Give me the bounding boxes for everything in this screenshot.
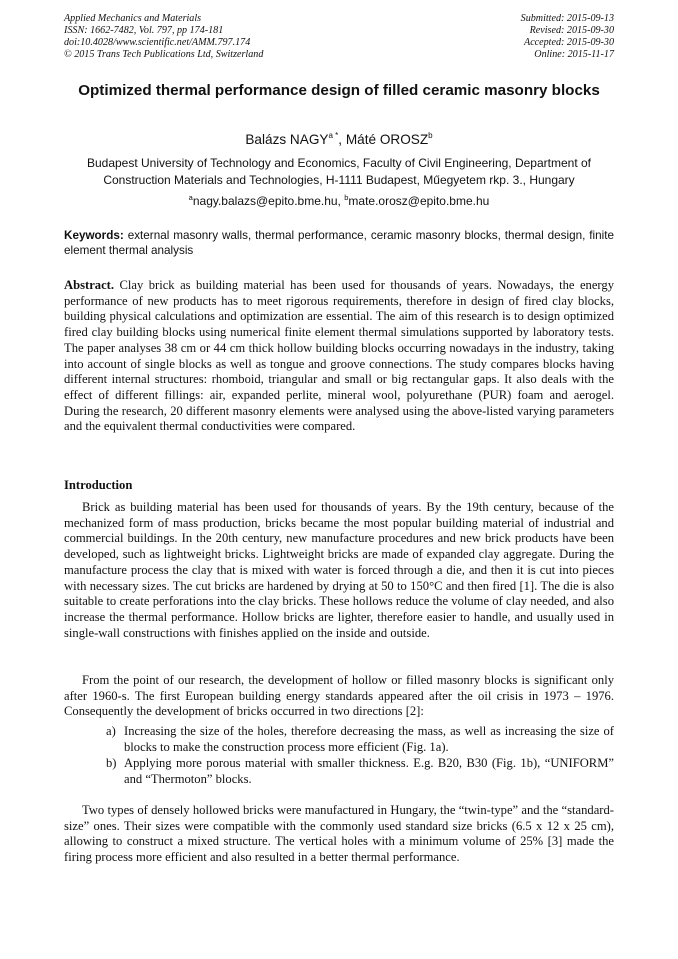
author-separator: ,: [338, 132, 346, 147]
list-item-text: Applying more porous material with smaller thickness. E.g. B20, B30 (Fig. 1b), “UNIFORM” and “Thermoton” blocks.: [124, 756, 614, 787]
author-1: Balázs NAGY: [245, 132, 329, 147]
intro-paragraph-1: Brick as building material has been used for thousands of years. By the 19th century, because of the mechanized form of mass production, bricks became the most popular building material of industrial and commercial buildings. In the 20th century, new manufacture procedures and new brick products have been developed, such as lightweight bricks. Lightweight bricks are made of expanded clay aggregate. During the manufacture process the clay that is mixed with water is forced through a die, and then it is cut into pieces with necessary sizes. The cut bricks are hardened by drying at 50 to 150°C and then fired [1]. The die is also suitable to create perforations into the clay bricks. These hollows reduce the volume of clay needed, and also increase the thermal performance. Hollow bricks are lighter, therefore easier to handle, and usually used in single-wall constructions with finishes applied on the inside and outside.: [64, 500, 614, 640]
section-heading-introduction: Introduction: [64, 478, 133, 492]
email-a: nagy.balazs@epito.bme.hu,: [192, 194, 345, 208]
author-1-superscript: a *: [328, 131, 339, 140]
journal-name: Applied Mechanics and Materials: [64, 13, 202, 24]
keywords-label: Keywords:: [64, 229, 124, 242]
author-emails: [64, 194, 614, 209]
date-accepted: Accepted: 2015-09-30: [524, 37, 614, 48]
journal-doi: doi:10.4028/www.scientific.net/AMM.797.174: [64, 37, 251, 48]
list-item-marker: b): [106, 756, 117, 771]
author-2-superscript: b: [428, 131, 433, 140]
email-a-superscript: a: [188, 193, 193, 202]
author-line: [64, 131, 614, 148]
paper-title: Optimized thermal performance design of filled ceramic masonry blocks: [78, 82, 600, 99]
keywords: [64, 228, 614, 258]
email-b: mate.orosz@epito.bme.hu: [348, 194, 490, 208]
journal-copyright: © 2015 Trans Tech Publications Ltd, Switzerland: [64, 49, 264, 60]
submission-dates: [521, 13, 614, 61]
list-item: [64, 756, 614, 787]
abstract: [64, 278, 614, 435]
date-revised: Revised: 2015-09-30: [529, 25, 614, 36]
journal-issn: ISSN: 1662-7482, Vol. 797, pp 174-181: [64, 25, 224, 36]
list-item-marker: a): [106, 724, 116, 738]
affiliation: Budapest University of Technology and Economics, Faculty of Civil Engineering, Department of Construction Materials and Technologies, H-1111 Budapest, Műegyetem rkp. 3., Hungary: [86, 156, 592, 187]
author-2: Máté OROSZ: [345, 132, 429, 147]
email-b-superscript: b: [344, 193, 349, 202]
date-submitted: Submitted: 2015-09-13: [520, 13, 614, 24]
direction-list: [64, 724, 614, 788]
intro-paragraph-2: From the point of our research, the development of hollow or filled masonry blocks is significant only after 1960-s. The first European building energy standards appeared after the oil crisis in 1973 – 1976. Consequently the development of bricks occurred in two directions [2]:: [64, 673, 614, 719]
abstract-label: Abstract.: [64, 278, 115, 292]
list-item: [64, 724, 614, 755]
date-online: Online: 2015-11-17: [534, 49, 614, 60]
abstract-text: Clay brick as building material has been used for thousands of years. Nowadays, the energy performance of new products has to meet rigorous requirements, therefore in design of fired clay blocks, building physical calculations and optimization are essential. The aim of this research is to design optimized fired clay building blocks using numerical finite element thermal simulations supported by laboratory tests. The paper analyses 38 cm or 44 cm thick hollow building blocks occurring nowadays in the industry, taking into account of single blocks as well as tongue and groove connections. The study compares blocks having different internal structures: rhomboid, triangular and small or big rectangular gaps. It also deals with the effect of different fillings: air, expanded perlite, mineral wool, polyurethane (PUR) foam and aerogel. During the research, 20 different masonry elements were analysed using the above-listed varying parameters and the equivalent thermal conductivities were compared.: [64, 278, 614, 434]
keywords-text: external masonry walls, thermal performance, ceramic masonry blocks, thermal design, finite element thermal analysis: [64, 229, 614, 257]
list-item-text: Increasing the size of the holes, therefore decreasing the mass, as well as increasing the size of blocks to make the construction process more efficient (Fig. 1a).: [124, 724, 614, 754]
journal-info: [64, 13, 263, 61]
intro-paragraph-3: Two types of densely hollowed bricks were manufactured in Hungary, the “twin-type” and the “standard-size” ones. Their sizes were compatible with the commonly used standard size bricks (6.5 x 12 x 25 cm), allowing to construct a mixed structure. The vertical holes with a minimum volume of 25% [3] made the firing process more efficient and also resulted in a better thermal performance.: [64, 803, 614, 865]
